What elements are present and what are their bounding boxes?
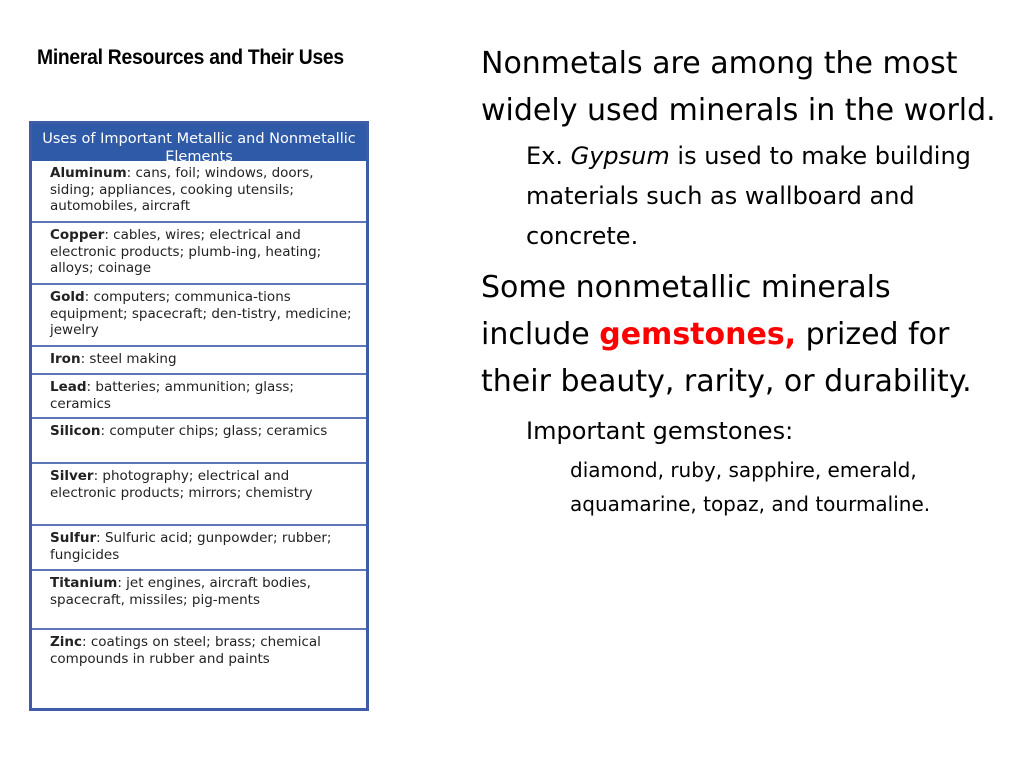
element-uses: : batteries; ammunition; glass; ceramics <box>50 379 294 412</box>
slide-content <box>481 40 1001 521</box>
bullet-gemstones <box>481 264 1001 405</box>
table-row <box>32 347 366 375</box>
gypsum-term: Gypsum <box>570 142 670 170</box>
sub-bullet-important-gemstones: Important gemstones: <box>526 417 794 445</box>
element-name: Lead <box>50 379 87 395</box>
gypsum-description: is used to make building materials such as wallboard and concrete. <box>526 142 971 250</box>
gemstones-highlight: gemstones, <box>599 317 797 352</box>
element-uses: : coatings on steel; brass; chemical compounds in rubber and paints <box>50 634 321 667</box>
table-row <box>32 571 366 630</box>
gemstones-description: prized for their beauty, rarity, or durability. <box>481 317 972 399</box>
element-name: Sulfur <box>50 530 97 546</box>
table-row <box>32 375 366 419</box>
element-name: Gold <box>50 289 85 305</box>
element-name: Iron <box>50 351 81 367</box>
table-row <box>32 419 366 464</box>
element-uses: : cans, foil; windows, doors, siding; appliances, cooking utensils; automobiles, aircraft <box>50 165 314 214</box>
uses-table <box>29 121 369 711</box>
element-uses: : jet engines, aircraft bodies, spacecraft, missiles; pig-ments <box>50 575 311 608</box>
element-uses: : Sulfuric acid; gunpowder; rubber; fungicides <box>50 530 332 563</box>
table-row <box>32 285 366 347</box>
element-uses: : steel making <box>80 351 177 367</box>
element-name: Zinc <box>50 634 83 650</box>
table-row <box>32 161 366 223</box>
element-name: Copper <box>50 227 105 243</box>
gemstones-intro: Some nonmetallic minerals include <box>481 270 891 352</box>
element-uses: : computer chips; glass; ceramics <box>100 423 328 439</box>
sub-bullet-gypsum <box>526 136 1001 256</box>
element-name: Aluminum <box>50 165 127 181</box>
slide-title: Mineral Resources and Their Uses <box>37 46 344 69</box>
bullet-nonmetals: Nonmetals are among the most widely used minerals in the world. <box>481 46 996 128</box>
table-row <box>32 526 366 571</box>
table-row <box>32 630 366 698</box>
element-uses: : photography; electrical and electronic products; mirrors; chemistry <box>50 468 313 501</box>
element-name: Silver <box>50 468 94 484</box>
element-name: Silicon <box>50 423 101 439</box>
gemstone-list: diamond, ruby, sapphire, emerald, aquamarine, topaz, and tourmaline. <box>570 458 931 516</box>
element-name: Titanium <box>50 575 118 591</box>
element-uses: : cables, wires; electrical and electronic products; plumb-ing, heating; alloys; coinage <box>50 227 322 276</box>
element-uses: : computers; communica-tions equipment; spacecraft; den-tistry, medicine; jewelry <box>50 289 352 338</box>
table-header: Uses of Important Metallic and Nonmetallic Elements <box>32 124 366 161</box>
table-row <box>32 223 366 285</box>
example-prefix: Ex. <box>526 142 571 170</box>
table-row <box>32 464 366 526</box>
